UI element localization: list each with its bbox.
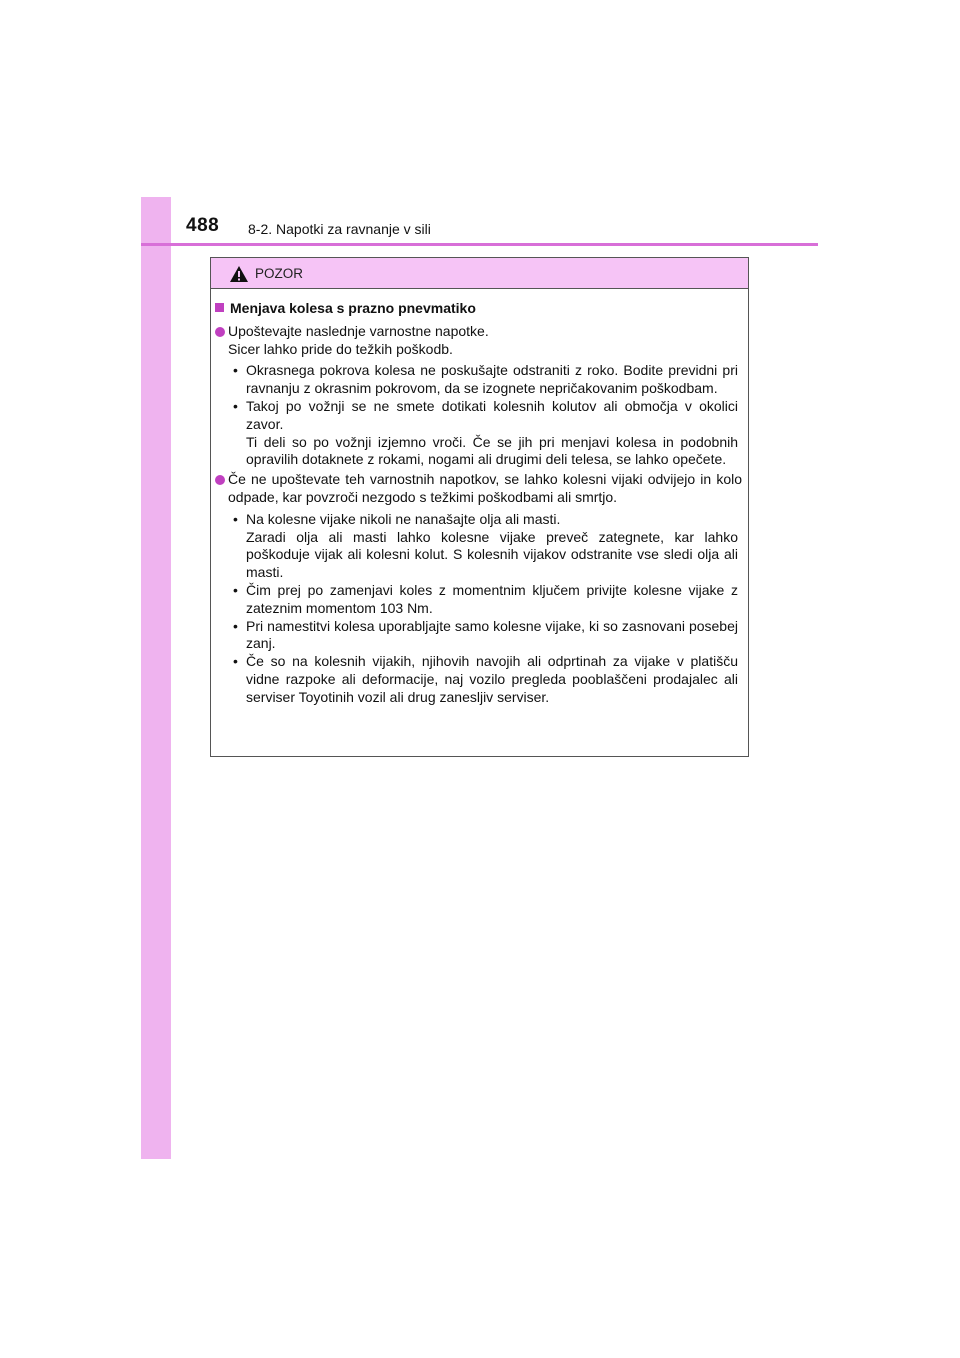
sub-item-text: Okrasnega pokrova kolesa ne poskušajte odstraniti z roko. Bodite previdni pri ravnanju z okrasnim pokrovom, da se izognete nepričakovanim poškodbam.	[246, 362, 738, 397]
sub-item-text: Pri namestitvi kolesa uporabljajte samo kolesne vijake, ki so zasnovani posebej zanj.	[246, 617, 738, 652]
sub-item	[233, 653, 738, 706]
sub-item-text: Če so na kolesnih vijakih, njihovih navojih ali odprtinah za vijake v platišču vidne razpoke ali deformacije, naj vozilo pregleda pooblaščeni prodajalec ali serviser Toyotinih vozil ali drug zanesljiv serviser.	[246, 653, 738, 705]
square-bullet-icon	[215, 303, 224, 312]
bullet-paragraph	[215, 323, 742, 359]
bullet-text: Sicer lahko pride do težkih poškodb.	[228, 340, 453, 357]
dot-bullet: •	[233, 581, 238, 598]
dot-bullet: •	[233, 362, 238, 379]
sub-item-text: Ti deli so po vožnji izjemno vroči. Če se jih pri menjavi kolesa in podobnih opravilih dotaknete z rokami, nogami ali drugimi deli telesa, se lahko opečete.	[246, 433, 738, 468]
header-divider	[141, 243, 818, 246]
section-title: 8-2. Napotki za ravnanje v sili	[248, 221, 431, 237]
circle-bullet-icon	[215, 327, 225, 337]
sub-item-text: Zaradi olja ali masti lahko kolesne vijake preveč zategnete, kar lahko poškoduje vijak ali kolesni kolut. S kolesnih vijakov odstranite vse sledi olja ali masti.	[246, 528, 738, 581]
bullet-text: Če ne upoštevate teh varnostnih napotkov, se lahko kolesni vijaki odvijejo in kolo odpade, kar povzroči nezgodo s težkimi poškodbami ali smrtjo.	[228, 471, 742, 505]
sub-item	[233, 398, 738, 469]
warning-body	[211, 289, 748, 707]
sub-item	[233, 582, 738, 618]
dot-bullet: •	[233, 617, 238, 634]
side-tab-strip	[141, 197, 171, 1159]
warning-triangle-icon	[229, 265, 249, 283]
sub-item	[233, 618, 738, 654]
bullet-paragraph	[215, 471, 742, 507]
circle-bullet-icon	[215, 475, 225, 485]
sub-list	[233, 362, 738, 469]
sub-list	[233, 511, 738, 707]
warning-label: POZOR	[255, 266, 304, 281]
dot-bullet: •	[233, 510, 238, 527]
warning-box	[210, 257, 749, 757]
sub-item-text: Takoj po vožnji se ne smete dotikati kolesnih kolutov ali območja v okolici zavor.	[246, 397, 738, 432]
page-number: 488	[186, 215, 220, 236]
item-title-text: Menjava kolesa s prazno pnevmatiko	[230, 300, 476, 316]
bullet-text: Upoštevajte naslednje varnostne napotke.	[228, 322, 489, 339]
sub-item	[233, 511, 738, 582]
dot-bullet: •	[233, 397, 238, 414]
sub-item-text: Na kolesne vijake nikoli ne nanašajte olja ali masti.	[246, 510, 561, 527]
sub-item	[233, 362, 738, 398]
warning-item-title	[215, 300, 742, 318]
warning-header	[211, 258, 748, 289]
sub-item-text: Čim prej po zamenjavi koles z momentnim ključem privijte kolesne vijake z zateznim momentom 103 Nm.	[246, 581, 738, 616]
dot-bullet: •	[233, 653, 238, 670]
